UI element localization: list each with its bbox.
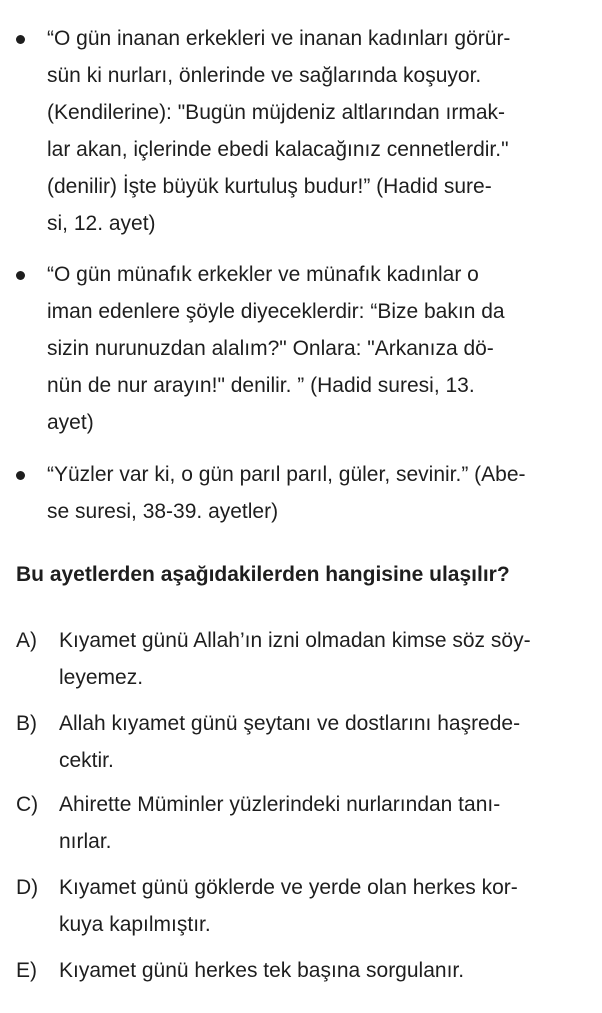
option-letter: B) — [16, 712, 37, 735]
option-a[interactable] — [0, 622, 602, 696]
verse-bullet-item — [0, 256, 602, 441]
verse-bullet-1 — [0, 20, 602, 262]
option-letter: D) — [16, 876, 39, 899]
option-body — [0, 786, 602, 860]
option-letter: C) — [16, 793, 39, 816]
verse-bullet-3 — [0, 456, 602, 550]
option-letter: A) — [16, 629, 37, 652]
option-body — [0, 622, 602, 696]
verse-bullet-2 — [0, 256, 602, 461]
option-b[interactable] — [0, 705, 602, 779]
option-line: Kıyamet günü herkes tek başına sorgulanır. — [59, 959, 465, 982]
verse-line: (Kendilerine): "Bugün müjdeniz altlarından ırmak- — [47, 101, 506, 124]
question-stem: Bu ayetlerden aşağıdakilerden hangisine ulaşılır? — [16, 563, 510, 586]
option-body — [0, 952, 602, 989]
option-e[interactable] — [0, 952, 602, 989]
option-line: kuya kapılmıştır. — [59, 913, 211, 936]
verse-line: nün de nur arayın!" denilir. ” (Hadid suresi, 13. — [47, 374, 475, 397]
verse-line: iman edenlere şöyle diyeceklerdir: “Bize bakın da — [47, 300, 505, 323]
option-line: cektir. — [59, 749, 114, 772]
verse-line: “Yüzler var ki, o gün parıl parıl, güler, sevinir.” (Abe- — [47, 463, 526, 486]
option-line: Allah kıyamet günü şeytanı ve dostlarını haşrede- — [59, 712, 521, 735]
bullet-dot-icon — [16, 271, 25, 280]
verse-line: (denilir) İşte büyük kurtuluş budur!” (Hadid sure- — [47, 175, 492, 198]
verse-line: sün ki nurları, önlerinde ve sağlarında koşuyor. — [47, 64, 482, 87]
option-d[interactable] — [0, 869, 602, 943]
verse-bullet-item — [0, 20, 602, 242]
bullet-dot-icon — [16, 35, 25, 44]
verse-bullet-item — [0, 456, 602, 530]
verse-line: “O gün inanan erkekleri ve inanan kadınları görür- — [47, 27, 511, 50]
option-body — [0, 869, 602, 943]
verse-line: sizin nurunuzdan alalım?" Onlara: "Arkanıza dö- — [47, 337, 494, 360]
option-line: Kıyamet günü Allah’ın izni olmadan kimse söz söy- — [59, 629, 531, 652]
option-line: nırlar. — [59, 830, 112, 853]
verse-line: lar akan, içlerinde ebedi kalacağınız cennetlerdir." — [47, 138, 509, 161]
option-line: Kıyamet günü göklerde ve yerde olan herkes kor- — [59, 876, 518, 899]
verse-line: ayet) — [47, 411, 94, 434]
option-line: leyemez. — [59, 666, 144, 689]
bullet-dot-icon — [16, 471, 25, 480]
verse-line: “O gün münafık erkekler ve münafık kadınlar o — [47, 263, 479, 286]
option-c[interactable] — [0, 786, 602, 860]
verse-line: si, 12. ayet) — [47, 212, 156, 235]
verse-line: se suresi, 38-39. ayetler) — [47, 500, 279, 523]
option-line: Ahirette Müminler yüzlerindeki nurlarından tanı- — [59, 793, 501, 816]
option-body — [0, 705, 602, 779]
option-letter: E) — [16, 959, 37, 982]
